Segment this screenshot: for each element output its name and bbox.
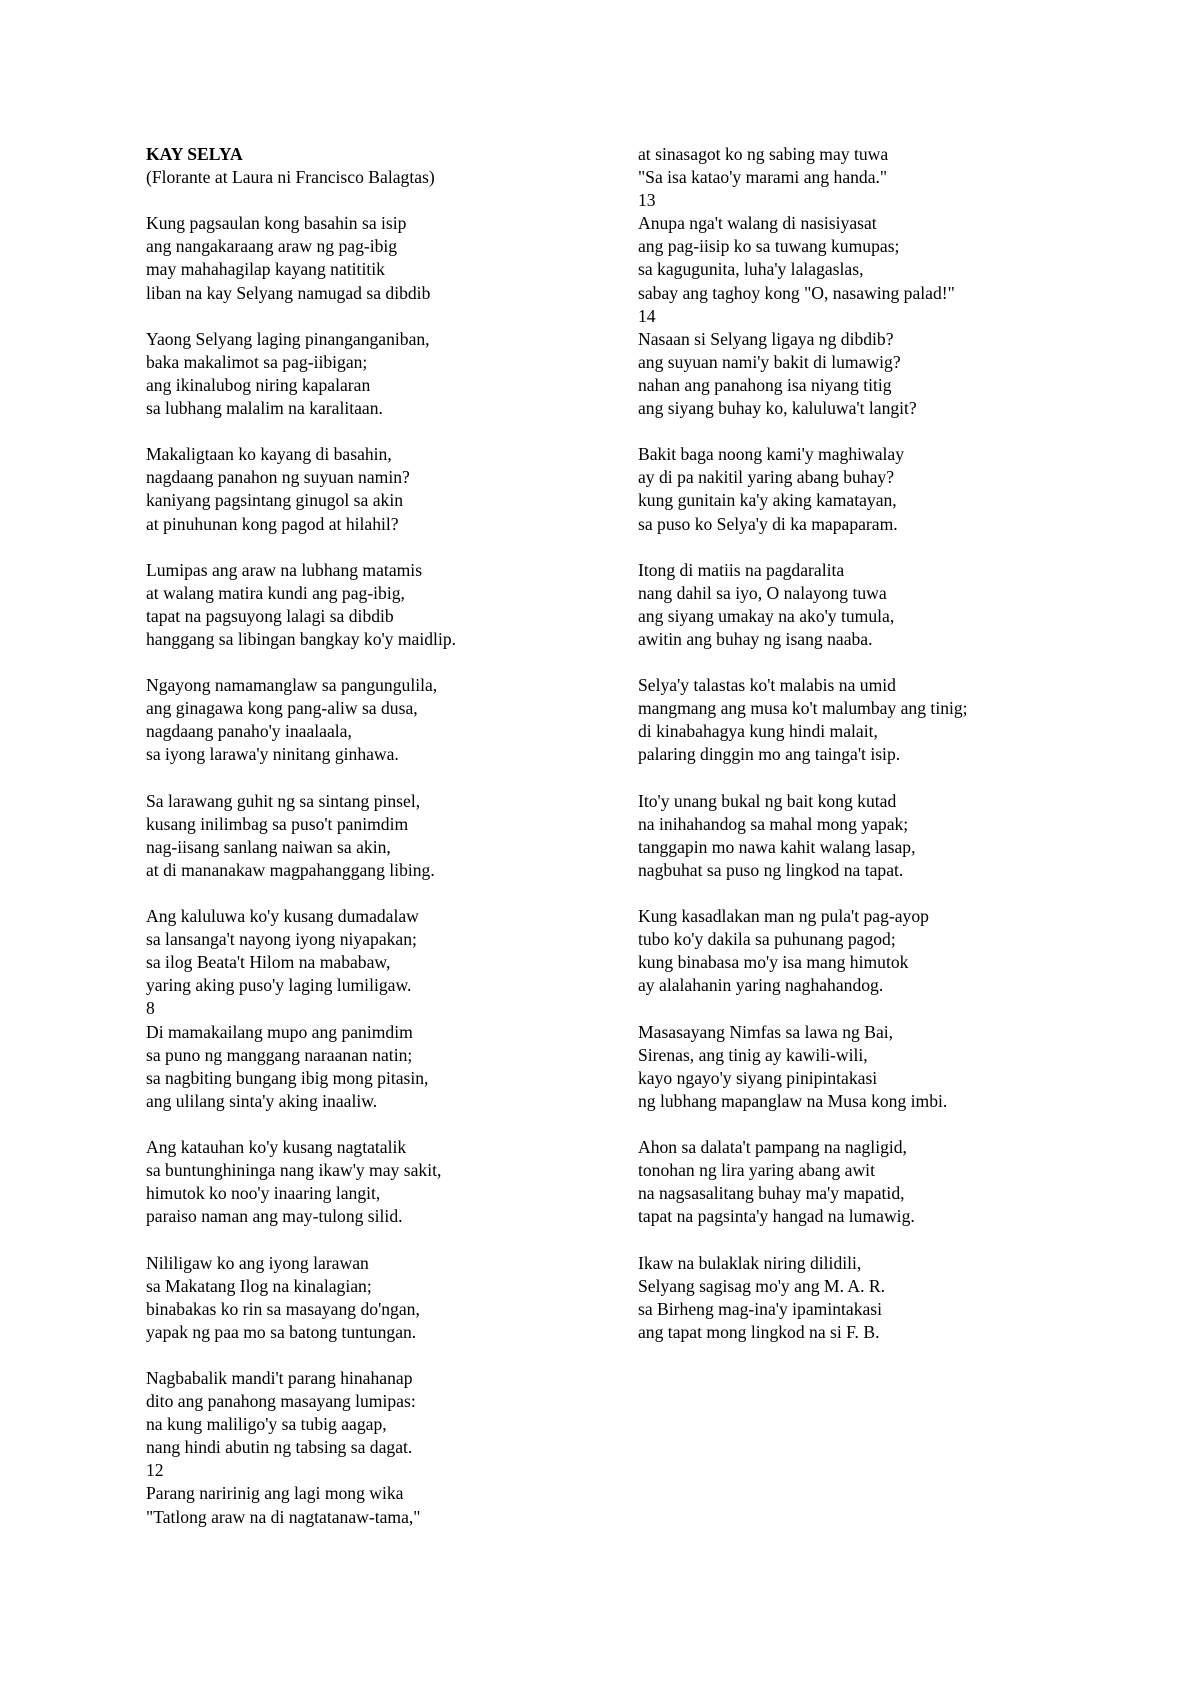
poem-line: kung binabasa mo'y isa mang himutok — [638, 952, 909, 973]
poem-line: kayo ngayo'y siyang pinipintakasi — [638, 1067, 878, 1088]
poem-line: tapat na pagsuyong lalagi sa dibdib — [146, 605, 394, 626]
poem-line: tapat na pagsinta'y hangad na lumawig. — [638, 1206, 915, 1227]
stanza-number: 13 — [638, 190, 656, 211]
poem-line: at di mananakaw magpahanggang libing. — [146, 859, 435, 880]
poem-line: Nililigaw ko ang iyong larawan — [146, 1252, 369, 1273]
poem-line: ang nangakaraang araw ng pag-ibig — [146, 236, 398, 257]
poem-line: sa lansanga't nayong iyong niyapakan; — [146, 929, 417, 950]
poem-line: di kinabahagya kung hindi malait, — [638, 721, 878, 742]
stanza-number: 12 — [146, 1460, 164, 1481]
poem-line: at sinasagot ko ng sabing may tuwa — [638, 144, 889, 164]
stanza — [638, 1136, 1108, 1228]
poem-line: sa kagugunita, luha'y lalagaslas, — [638, 259, 864, 280]
poem-subtitle: (Florante at Laura ni Francisco Balagtas) — [146, 167, 435, 188]
poem-line: Ngayong namamanglaw sa pangungulila, — [146, 675, 438, 696]
poem-line: Ikaw na bulaklak niring dilidili, — [638, 1252, 862, 1273]
poem-line: sa iyong larawa'y ninitang ginhawa. — [146, 744, 399, 765]
poem-line: Di mamakailang mupo ang panimdim — [146, 1021, 413, 1042]
stanza-number: 14 — [638, 305, 656, 326]
poem-line: ang siyang umakay na ako'y tumula, — [638, 605, 895, 626]
poem-line: sa buntunghininga nang ikaw'y may sakit, — [146, 1160, 442, 1181]
stanza — [146, 559, 616, 651]
poem-line: binabakas ko rin sa masayang do'ngan, — [146, 1298, 420, 1319]
poem-line: Parang naririnig ang lagi mong wika — [146, 1483, 404, 1504]
poem-line: ang pag-iisip ko sa tuwang kumupas; — [638, 236, 900, 257]
stanza — [146, 1136, 616, 1228]
poem-line: yaring aking puso'y laging lumiligaw. — [146, 975, 412, 996]
poem-line: palaring dinggin mo ang tainga't isip. — [638, 744, 901, 765]
poem-line: ang suyuan nami'y bakit di lumawig? — [638, 351, 901, 372]
stanza — [638, 1021, 1108, 1113]
poem-line: Kung pagsaulan kong basahin sa isip — [146, 213, 407, 234]
poem-line: Yaong Selyang laging pinanganganiban, — [146, 328, 430, 349]
poem-line: nag-iisang sanlang naiwan sa akin, — [146, 836, 391, 857]
poem-line: may mahahagilap kayang natititik — [146, 259, 385, 280]
poem-line: tonohan ng lira yaring abang awit — [638, 1160, 875, 1181]
poem-line: tanggapin mo nawa kahit walang lasap, — [638, 836, 916, 857]
poem-line: nang hindi abutin ng tabsing sa dagat. — [146, 1437, 413, 1458]
poem-line: at walang matira kundi ang pag-ibig, — [146, 582, 405, 603]
poem-line: na inihahandog sa mahal mong yapak; — [638, 813, 909, 834]
poem-line: baka makalimot sa pag-iibigan; — [146, 351, 368, 372]
stanza — [146, 1252, 616, 1344]
poem-line: "Tatlong araw na di nagtatanaw-tama," — [146, 1506, 421, 1527]
right-stanzas — [638, 143, 1108, 1344]
stanza — [146, 674, 616, 766]
poem-line: ang tapat mong lingkod na si F. B. — [638, 1321, 880, 1342]
poem-line: nahan ang panahong isa niyang titig — [638, 374, 892, 395]
stanza — [638, 674, 1108, 766]
poem-line: Nagbabalik mandi't parang hinahanap — [146, 1367, 413, 1388]
poem-line: Anupa nga't walang di nasisiyasat — [638, 213, 877, 234]
poem-line: Ahon sa dalata't pampang na nagligid, — [638, 1137, 907, 1158]
poem-line: Itong di matiis na pagdaralita — [638, 559, 845, 580]
poem-line: sa Birheng mag-ina'y ipamintakasi — [638, 1298, 883, 1319]
poem-line: paraiso naman ang may-tulong silid. — [146, 1206, 403, 1227]
poem-line: Lumipas ang araw na lubhang matamis — [146, 559, 423, 580]
poem-line: ang ginagawa kong pang-aliw sa dusa, — [146, 698, 418, 719]
poem-line: ng lubhang mapanglaw na Musa kong imbi. — [638, 1090, 948, 1111]
poem-line: Makaligtaan ko kayang di basahin, — [146, 444, 392, 465]
poem-line: nang dahil sa iyo, O nalayong tuwa — [638, 582, 887, 603]
poem-line: liban na kay Selyang namugad sa dibdib — [146, 282, 431, 303]
stanza — [146, 443, 616, 535]
poem-line: hanggang sa libingan bangkay ko'y maidlip. — [146, 628, 457, 649]
poem-line: ang ulilang sinta'y aking inaaliw. — [146, 1090, 378, 1111]
stanza — [146, 1021, 616, 1113]
poem-line: Kung kasadlakan man ng pula't pag-ayop — [638, 906, 929, 927]
stanza — [146, 1482, 616, 1528]
poem-line: Ito'y unang bukal ng bait kong kutad — [638, 790, 897, 811]
stanza — [638, 443, 1108, 535]
poem-line: nagdaang panaho'y inaalaala, — [146, 721, 352, 742]
poem-line: Ang kaluluwa ko'y kusang dumadalaw — [146, 906, 419, 927]
stanza — [638, 212, 1108, 327]
poem-title: KAY SELYA — [146, 144, 243, 164]
poem-line: kusang inilimbag sa puso't panimdim — [146, 813, 409, 834]
poem-line: Sirenas, ang tinig ay kawili-wili, — [638, 1044, 868, 1065]
left-column — [146, 143, 616, 1529]
poem-line: Masasayang Nimfas sa lawa ng Bai, — [638, 1021, 894, 1042]
poem-line: "Sa isa katao'y marami ang handa." — [638, 167, 888, 188]
poem-line: ay di pa nakitil yaring abang buhay? — [638, 467, 895, 488]
poem-line: na nagsasalitang buhay ma'y mapatid, — [638, 1183, 905, 1204]
poem-line: sa ilog Beata't Hilom na mababaw, — [146, 952, 391, 973]
poem-line: Nasaan si Selyang ligaya ng dibdib? — [638, 328, 894, 349]
poem-line: sa nagbiting bungang ibig mong pitasin, — [146, 1067, 429, 1088]
poem-line: awitin ang buhay ng isang naaba. — [638, 628, 873, 649]
poem-line: ang ikinalubog niring kapalaran — [146, 374, 371, 395]
poem-line: sa puso ko Selya'y di ka mapaparam. — [638, 513, 898, 534]
stanza — [638, 790, 1108, 882]
stanza — [146, 1367, 616, 1482]
poem-line: sabay ang taghoy kong "O, nasawing palad!" — [638, 282, 955, 303]
poem-line: na kung maliligo'y sa tubig aagap, — [146, 1414, 387, 1435]
stanza — [146, 328, 616, 420]
poem-line: yapak ng paa mo sa batong tuntungan. — [146, 1321, 417, 1342]
poem-line: Bakit baga noong kami'y maghiwalay — [638, 444, 905, 465]
poem-line: nagdaang panahon ng suyuan namin? — [146, 467, 410, 488]
right-column — [638, 143, 1108, 1344]
stanza-number: 8 — [146, 998, 155, 1019]
stanza — [638, 1252, 1108, 1344]
poem-line: dito ang panahong masayang lumipas: — [146, 1391, 416, 1412]
poem-line: Selya'y talastas ko't malabis na umid — [638, 675, 896, 696]
poem-line: nagbuhat sa puso ng lingkod na tapat. — [638, 859, 904, 880]
poem-line: kung gunitain ka'y aking kamatayan, — [638, 490, 897, 511]
poem-line: kaniyang pagsintang ginugol sa akin — [146, 490, 404, 511]
poem-line: at pinuhunan kong pagod at hilahil? — [146, 513, 399, 534]
stanza — [146, 790, 616, 882]
poem-line: Selyang sagisag mo'y ang M. A. R. — [638, 1275, 886, 1296]
stanza — [638, 328, 1108, 420]
left-stanzas — [146, 212, 616, 1528]
stanza — [146, 212, 616, 304]
poem-line: ang siyang buhay ko, kaluluwa't langit? — [638, 398, 917, 419]
poem-line: ay alalahanin yaring naghahandog. — [638, 975, 884, 996]
poem-line: tubo ko'y dakila sa puhunang pagod; — [638, 929, 896, 950]
stanza — [638, 905, 1108, 997]
poem-line: himutok ko noo'y inaaring langit, — [146, 1183, 381, 1204]
poem-line: mangmang ang musa ko't malumbay ang tinig; — [638, 698, 968, 719]
stanza — [638, 559, 1108, 651]
stanza — [638, 143, 1108, 212]
poem-line: Ang katauhan ko'y kusang nagtatalik — [146, 1137, 407, 1158]
poem-line: sa puno ng manggang naraanan natin; — [146, 1044, 413, 1065]
poem-line: sa Makatang Ilog na kinalagian; — [146, 1275, 372, 1296]
poem-line: Sa larawang guhit ng sa sintang pinsel, — [146, 790, 421, 811]
stanza — [146, 905, 616, 1020]
poem-line: sa lubhang malalim na karalitaan. — [146, 398, 383, 419]
